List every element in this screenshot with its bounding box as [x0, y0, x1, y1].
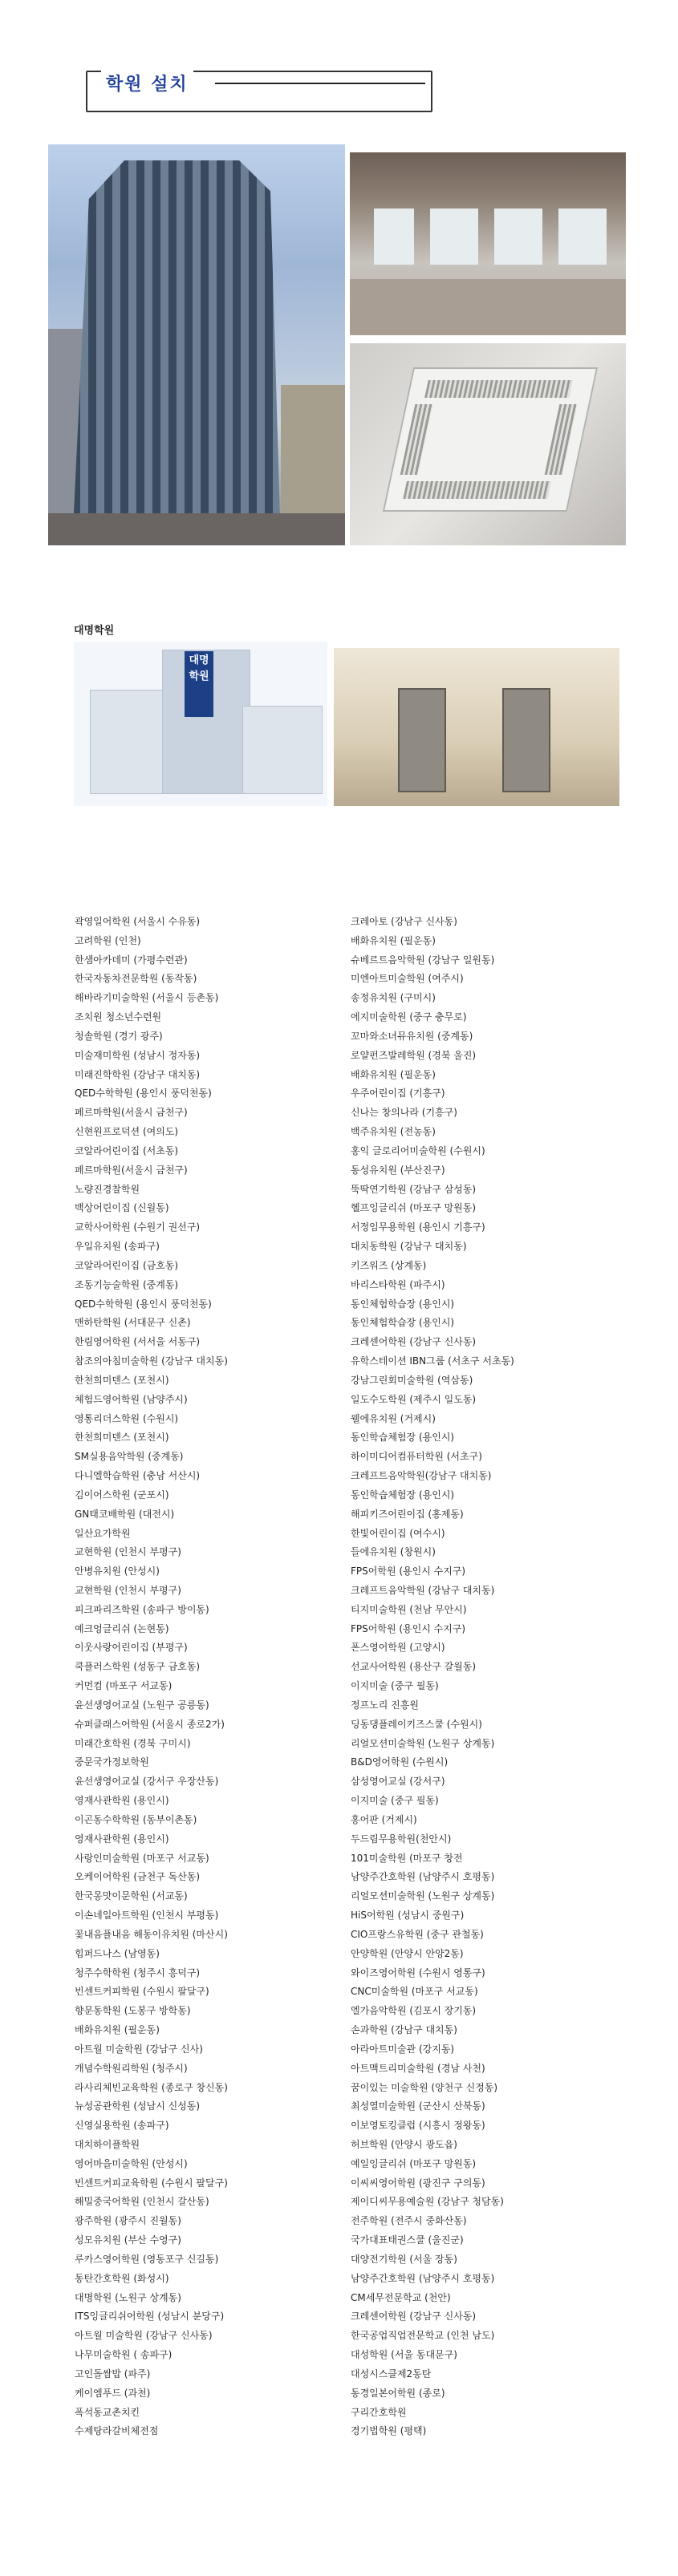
academy-item: 루카스영어학원 (영동포구 신길동): [75, 2253, 219, 2265]
academy-item: 광주학원 (광주시 진월동): [75, 2215, 181, 2227]
academy-item: 영재사관학원 (용인시): [75, 1795, 169, 1807]
academy-item: 맨하탄학원 (서대문구 신촌): [75, 1317, 191, 1329]
academy-item: 남양주간호학원 (남양주시 호평동): [351, 1871, 495, 1883]
academy-item: 로얄펀즈발레학원 (경북 울진): [351, 1049, 477, 1061]
academy-item: 미래진학학원 (강남구 대치동): [75, 1068, 201, 1080]
academy-item: 동인학습체험장 (용인시): [351, 1488, 455, 1501]
academy-item: 이보영토킹클럽 (시흥시 정왕동): [351, 2120, 485, 2132]
academy-item: 이지미술 (중구 필동): [351, 1680, 439, 1692]
academy-item: 고려학원 (인천): [75, 934, 141, 946]
academy-item: 크레센어학원 (강남구 신사동): [351, 2311, 477, 2323]
academy-item: 동탄간호학원 (화성시): [75, 2272, 169, 2284]
daemyung-building-photo: [74, 642, 327, 806]
academy-item: 예일잉글리쉬 (마포구 망원동): [351, 2157, 477, 2169]
academy-item: 국가대표태권스쿨 (울진군): [351, 2234, 464, 2246]
academy-item: 이손네일아트학원 (인천시 부평동): [75, 1910, 219, 1922]
academy-item: 손과학원 (강남구 대치동): [351, 2024, 457, 2036]
academy-item: 해피키즈어린이집 (홍제동): [351, 1508, 464, 1520]
academy-item: 윤선생영어교실 (강서구 우장산동): [75, 1776, 219, 1788]
academy-item: FPS어학원 (용인시 수지구): [351, 1565, 466, 1578]
academy-list-right: [351, 913, 615, 2441]
academy-item: 최성열미술학원 (군산시 산북동): [351, 2100, 485, 2112]
academy-item: 참조의아침미술학원 (강남구 대치동): [75, 1355, 228, 1367]
academy-item: 백주유치원 (전농동): [351, 1126, 436, 1138]
academy-item: CNC미술학원 (마포구 서교동): [351, 1986, 478, 1998]
academy-item: 코알라어린이집 (금호동): [75, 1259, 179, 1271]
academy-item: 조치원 청소년수련원: [75, 1011, 162, 1023]
academy-item: 쿡플러스학원 (성동구 금호동): [75, 1661, 201, 1673]
academy-item: 교현학원 (인천시 부평구): [75, 1584, 181, 1596]
academy-item: 한국공업직업전문학교 (인천 남도): [351, 2330, 495, 2342]
academy-item: 정프노리 진흥원: [351, 1699, 419, 1711]
academy-item: 안병유치원 (안성시): [75, 1565, 160, 1578]
academy-item: 우일유치원 (송파구): [75, 1241, 160, 1253]
academy-item: 크레프트음악학원(강남구 대치동): [351, 1470, 492, 1482]
academy-item: 백상어린이집 (신월동): [75, 1202, 169, 1214]
academy-item: 홍익 글로리어미술학원 (수원시): [351, 1144, 485, 1156]
academy-item: 아트월 미술학원 (강남구 신사): [75, 2043, 203, 2055]
academy-item: 대치하이플학원: [75, 2139, 140, 2150]
academy-item: 동성유치원 (부산진구): [351, 1164, 445, 1176]
academy-item: 서정임무용학원 (용인시 기흥구): [351, 1221, 485, 1233]
academy-item: 들에유치원 (창원시): [351, 1546, 436, 1558]
academy-item: 고인돌쌈밥 (파주): [75, 2367, 151, 2380]
academy-item: 라사리체빈교육학원 (종로구 창신동): [75, 2081, 228, 2093]
academy-item: 일도수도학원 (제주시 일도동): [351, 1393, 477, 1405]
academy-item: HiS어학원 (성남시 중원구): [351, 1910, 465, 1922]
building-exterior-photo: [48, 144, 345, 545]
academy-item: 꽃내음플내음 해동이유치원 (마산시): [75, 1928, 228, 1940]
academy-item: 해밀중국어학원 (인천시 갈산동): [75, 2196, 209, 2208]
academy-item: ITS잉글리쉬어학원 (성남시 분당구): [75, 2311, 225, 2323]
academy-item: 영통리더스학원 (수원시): [75, 1412, 179, 1424]
academy-item: 슈퍼클래스어학원 (서울시 종로2가): [75, 1718, 225, 1730]
academy-item: 키즈워즈 (상계동): [351, 1259, 427, 1271]
academy-item: 강남그린회미술학원 (역삼동): [351, 1374, 473, 1386]
academy-item: 동인체험학습장 (용인시): [351, 1317, 455, 1329]
academy-item: 대양전기학원 (서울 장동): [351, 2253, 457, 2265]
academy-item: 바리스타학원 (파주시): [351, 1278, 445, 1290]
academy-item: 나무미술학원 ( 송파구): [75, 2349, 173, 2361]
academy-item: 피크파리즈학원 (송파구 방이동): [75, 1603, 209, 1615]
academy-item: 커먼컴 (마포구 서교동): [75, 1680, 173, 1692]
academy-item: 경기법학원 (평택): [351, 2425, 427, 2437]
academy-item: 엘가음악학원 (김포시 장기동): [351, 2005, 477, 2017]
academy-item: CIO프랑스유학원 (중구 관철동): [351, 1928, 484, 1940]
academy-item: 대성시스클제2동탄: [351, 2367, 432, 2380]
page-title: 학원 설치: [101, 71, 193, 95]
academy-item: 배화유치원 (필운동): [75, 2024, 160, 2036]
academy-item: 이씨씨영어학원 (광진구 구의동): [351, 2177, 485, 2189]
academy-item: 미래간호학원 (경북 구미시): [75, 1737, 191, 1749]
academy-item: 남양주간호학원 (남양주시 호평동): [351, 2272, 495, 2284]
academy-item: 한국몽맛이문학원 (서교동): [75, 1890, 188, 1902]
academy-item: 다니엘학습학원 (충남 서산시): [75, 1470, 201, 1482]
photo-label: 대명학원: [74, 625, 115, 637]
academy-list-left: [75, 913, 331, 2441]
academy-item: 슈베르트음악학원 (강남구 일원동): [351, 954, 495, 966]
academy-item: 한천희미덴스 (포천시): [75, 1374, 169, 1386]
academy-item: 동경일본어학원 (종로): [351, 2387, 445, 2399]
academy-item: 한천희미덴스 (포천시): [75, 1432, 169, 1444]
academy-item: 딩동댕플레이키즈스쿨 (수원시): [351, 1718, 482, 1730]
title-line: [215, 83, 425, 84]
academy-item: 티지미술학원 (천남 무안시): [351, 1603, 467, 1615]
academy-item: 대치동학원 (강남구 대치동): [351, 1241, 467, 1253]
academy-item: 오케이어학원 (금천구 독산동): [75, 1871, 201, 1883]
academy-item: SM실용음악학원 (중계동): [75, 1451, 184, 1463]
academy-item: 이웃사랑어린이집 (부평구): [75, 1642, 188, 1654]
academy-item: 개념수학원리학원 (청주시): [75, 2062, 188, 2074]
academy-item: 하이미디어컴퓨터학원 (서초구): [351, 1451, 482, 1463]
academy-item: 노량진경찰학원: [75, 1183, 140, 1195]
academy-item: 페르마학원(서울시 금천구): [75, 1164, 188, 1176]
academy-item: QED수학학원 (용인시 풍덕천동): [75, 1088, 212, 1100]
academy-item: 한빛어린이집 (여수시): [351, 1527, 445, 1539]
academy-item: 미술재미학원 (성남시 정자동): [75, 1049, 201, 1061]
academy-item: 이곤동수학학원 (동부이촌동): [75, 1813, 197, 1825]
academy-item: 꿈이있는 미술학원 (양천구 신정동): [351, 2081, 498, 2093]
academy-item: 청주수학학원 (청주시 흥덕구): [75, 1966, 201, 1979]
lobby-photo: [334, 648, 619, 806]
academy-item: 뚝딱연기학원 (강남구 삼성동): [351, 1183, 477, 1195]
academy-item: 윤선생영어교실 (노원구 공릉동): [75, 1699, 209, 1711]
academy-item: 미엔아트미술학원 (여주시): [351, 973, 464, 985]
academy-item: FPS어학원 (용인시 수지구): [351, 1622, 466, 1634]
academy-item: 케이엠푸드 (과천): [75, 2387, 151, 2399]
academy-item: 동인체험학습장 (용인시): [351, 1298, 455, 1310]
academy-item: 배화유치원 (필운동): [351, 934, 436, 946]
academy-item: 선교사어학원 (용산구 갈월동): [351, 1661, 477, 1673]
academy-item: 안양학원 (안양시 안양2동): [351, 1947, 464, 1959]
academy-item: 예크엉글리쉬 (논현동): [75, 1622, 169, 1634]
academy-item: 동인학습체험장 (용인시): [351, 1432, 455, 1444]
academy-item: 웰에유치원 (거제시): [351, 1412, 436, 1424]
academy-item: 한국자동차전문학원 (동작동): [75, 973, 197, 985]
academy-item: 송정유치원 (구미시): [351, 992, 436, 1004]
ceiling-ac-photo: [350, 343, 626, 545]
academy-item: 청솔학원 (경기 광주): [75, 1030, 163, 1042]
academy-item: 리얼모션미술학원 (노원구 상계동): [351, 1890, 495, 1902]
academy-item: 아트월 미술학원 (강남구 신사동): [75, 2330, 213, 2342]
academy-item: 크레프트음악학원 (강남구 대치동): [351, 1584, 495, 1596]
academy-item: 페르마학원(서울시 금천구): [75, 1107, 188, 1119]
academy-item: 폰스영어학원 (고양시): [351, 1642, 445, 1654]
academy-item: 빈센트커피교육학원 (수원시 팔달구): [75, 2177, 228, 2189]
academy-item: 폭석동교촌치킨: [75, 2406, 140, 2418]
academy-item: 한샘아카데미 (가평수련관): [75, 954, 188, 966]
academy-item: 헬프잉글리쉬 (마포구 망원동): [351, 1202, 477, 1214]
academy-item: 김이어스학원 (군포시): [75, 1488, 169, 1501]
academy-item: 뉴성공관학원 (성남시 신성동): [75, 2100, 201, 2112]
academy-item: 중문국가정보학원: [75, 1756, 149, 1768]
academy-item: 리얼모션미술학원 (노원구 상계동): [351, 1737, 495, 1749]
academy-item: 체험드영어학원 (남양주시): [75, 1393, 188, 1405]
academy-item: 한림영어학원 (서서울 서동구): [75, 1336, 201, 1348]
academy-item: 코알라어린이집 (서초동): [75, 1144, 179, 1156]
academy-item: 대명학원 (노원구 상계동): [75, 2291, 181, 2303]
academy-item: GN태코배학원 (대전시): [75, 1508, 175, 1520]
academy-item: 신나는 창의나라 (기흥구): [351, 1107, 457, 1119]
academy-item: 곽영일어학원 (서울시 수유동): [75, 916, 201, 927]
academy-item: 홍어판 (거제시): [351, 1813, 417, 1825]
academy-item: 빈센트커피학원 (수원시 팔달구): [75, 1986, 209, 1998]
academy-item: 영어마을미술학원 (안성시): [75, 2157, 188, 2169]
academy-item: 우주어린이집 (기흥구): [351, 1088, 445, 1100]
academy-item: 향문동학원 (도봉구 방학동): [75, 2005, 191, 2017]
academy-item: 에지미술학원 (중구 충무로): [351, 1011, 467, 1023]
academy-item: 삼성영어교실 (강서구): [351, 1776, 445, 1788]
academy-item: 제이디씨무용예술원 (강남구 청담동): [351, 2196, 504, 2208]
academy-item: 신영실용학원 (송파구): [75, 2120, 169, 2132]
academy-item: 와이즈영어학원 (수원시 영통구): [351, 1966, 485, 1979]
academy-item: 수제탕라갈비체전점: [75, 2425, 159, 2437]
academy-item: 대성학원 (서울 동대문구): [351, 2349, 457, 2361]
academy-item: 사랑인미술학원 (마포구 서교동): [75, 1852, 209, 1864]
academy-item: 배화유치원 (필운동): [351, 1068, 436, 1080]
academy-item: 두드림무용학원(천안시): [351, 1833, 452, 1845]
academy-item: 교현학원 (인천시 부평구): [75, 1546, 181, 1558]
academy-item: 크레아토 (강남구 신사동): [351, 916, 457, 927]
academy-item: 신현원프로덕션 (여의도): [75, 1126, 179, 1138]
academy-item: 이지미술 (중구 필동): [351, 1795, 439, 1807]
academy-item: 허브학원 (안양시 광도읍): [351, 2139, 457, 2150]
academy-item: 꼬마와소녀뮤유치원 (중계동): [351, 1030, 473, 1042]
academy-item: 조동기능술학원 (중계동): [75, 1278, 179, 1290]
empty-classroom-photo: [350, 152, 626, 335]
academy-item: 힙퍼드나스 (남영동): [75, 1947, 160, 1959]
academy-item: 크레센어학원 (강남구 신사동): [351, 1336, 477, 1348]
academy-item: CM세무전문학교 (천안): [351, 2291, 451, 2303]
academy-item: 구리간호학원: [351, 2406, 407, 2418]
academy-item: 성모유치원 (부산 수영구): [75, 2234, 181, 2246]
academy-item: 전주학원 (전주시 중화산동): [351, 2215, 467, 2227]
building-sign: 대명학원: [185, 651, 213, 717]
academy-item: 일산요가학원: [75, 1527, 131, 1539]
academy-item: 아라아트미술관 (강지동): [351, 2043, 455, 2055]
academy-item: 아트맥트리미술학원 (경남 사천): [351, 2062, 485, 2074]
academy-item: 해바라기미술학원 (서울시 등촌동): [75, 992, 219, 1004]
academy-item: QED수학학원 (용인시 풍덕천동): [75, 1298, 212, 1310]
academy-item: B&D영어학원 (수원시): [351, 1756, 449, 1768]
academy-item: 유학스테이션 IBN그룹 (서초구 서초동): [351, 1355, 514, 1367]
academy-item: 영재사관학원 (용인시): [75, 1833, 169, 1845]
academy-item: 101미술학원 (마포구 창전: [351, 1852, 463, 1864]
academy-item: 교학사어학원 (수원기 권선구): [75, 1221, 201, 1233]
